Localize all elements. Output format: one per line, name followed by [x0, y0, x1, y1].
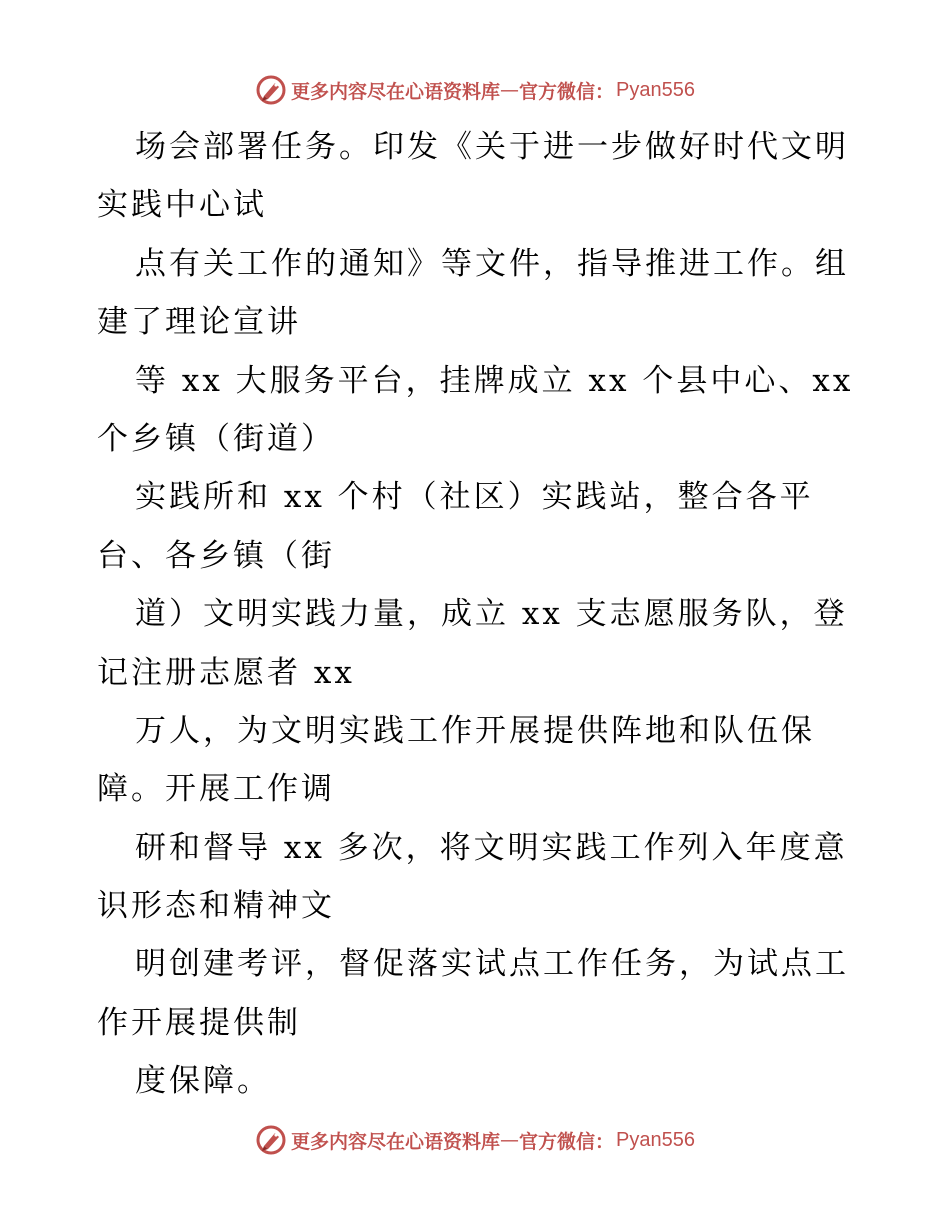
banner-separator: —	[500, 1129, 520, 1151]
body-line: 台、各乡镇（街	[97, 537, 335, 574]
banner-separator: —	[500, 79, 520, 101]
document-body	[97, 118, 857, 1111]
body-line: 建了理论宣讲	[97, 304, 301, 341]
body-line: 实践所和 xx 个村（社区）实践站，整合各平	[135, 479, 814, 516]
banner-wechat-id: Pyan556	[616, 1128, 695, 1151]
body-line: 识形态和精神文	[97, 888, 335, 925]
body-line: 点有关工作的通知》等文件，指导推进工作。组	[135, 245, 849, 282]
pen-nib-logo-icon	[255, 74, 287, 106]
banner-text: 更多内容尽在心语资料库	[291, 80, 501, 103]
body-line: 记注册志愿者 xx	[97, 654, 355, 691]
banner-wechat-label: 官方微信：	[519, 80, 615, 103]
body-line: 实践中心试	[97, 187, 267, 224]
body-line: 作开展提供制	[97, 1004, 301, 1041]
footer-watermark-banner	[0, 1118, 950, 1162]
body-line: 万人，为文明实践工作开展提供阵地和队伍保	[135, 712, 815, 749]
body-line: 个乡镇（街道）	[97, 420, 335, 457]
body-line: 道）文明实践力量，成立 xx 支志愿服务队，登	[135, 596, 848, 633]
body-line: 等 xx 大服务平台，挂牌成立 xx 个县中心、xx	[135, 362, 854, 399]
body-line: 研和督导 xx 多次，将文明实践工作列入年度意	[135, 829, 848, 866]
pen-nib-logo-icon	[255, 1124, 287, 1156]
banner-wechat-id: Pyan556	[616, 78, 695, 101]
body-line: 度保障。	[135, 1063, 271, 1100]
header-watermark-banner	[0, 68, 950, 112]
body-line: 障。开展工作调	[97, 771, 335, 808]
body-line: 明创建考评，督促落实试点工作任务，为试点工	[135, 946, 849, 983]
body-line: 场会部署任务。印发《关于进一步做好时代文明	[135, 129, 849, 165]
banner-wechat-label: 官方微信：	[519, 1130, 615, 1153]
banner-text: 更多内容尽在心语资料库	[291, 1130, 501, 1153]
